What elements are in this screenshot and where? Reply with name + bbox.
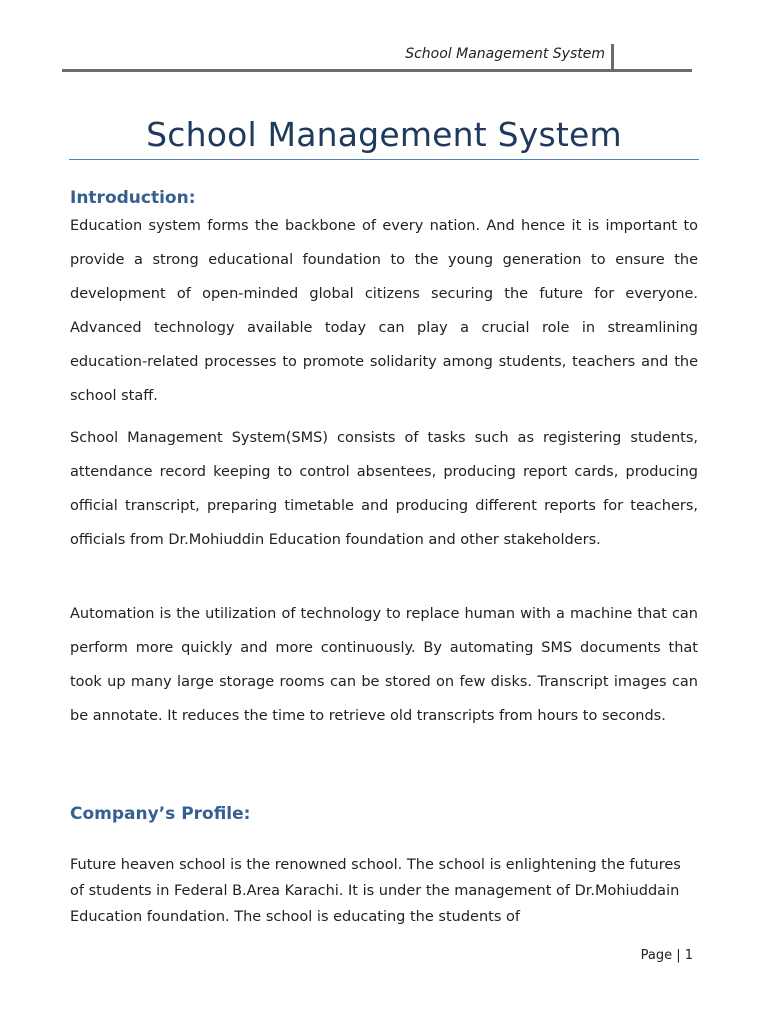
company-profile-heading: Company’s Profile: — [70, 804, 251, 824]
document-title: School Management System — [146, 115, 622, 154]
page-number: Page | 1 — [640, 948, 693, 963]
introduction-heading: Introduction: — [70, 188, 196, 208]
introduction-paragraph-3: Automation is the utilization of technology to replace human with a machine that can perform more quickly and more continuously. By automating SMS documents that took up many large storage rooms can be stored on few disks. Transcript images can be annotate. It reduces the time to retrieve old transcripts from hours to seconds. — [70, 606, 698, 724]
header-rule — [62, 69, 692, 72]
title-underline — [69, 159, 699, 160]
running-header-title: School Management System — [405, 46, 605, 62]
introduction-paragraph-2: School Management System(SMS) consists of tasks such as registering students, attendance record keeping to control absentees, producing report cards, producing official transcript, preparing timetable and producing different reports for teachers, officials from Dr.Mohiuddin Education foundation and other stakeholders. — [70, 430, 698, 548]
introduction-paragraph-1: Education system forms the backbone of every nation. And hence it is important to provide a strong educational foundation to the young generation to ensure the development of open-minded global citizens securing the future for everyone. Advanced technology available today can play a crucial role in streamlining education-related processes to promote solidarity among students, teachers and the school staff. — [70, 218, 698, 404]
company-profile-paragraph: Future heaven school is the renowned school. The school is enlightening the futures of students in Federal B.Area Karachi. It is under the management of Dr.Mohiuddain Education foundation. The school is educating the students of — [70, 857, 681, 925]
header-divider-tick — [611, 44, 614, 70]
